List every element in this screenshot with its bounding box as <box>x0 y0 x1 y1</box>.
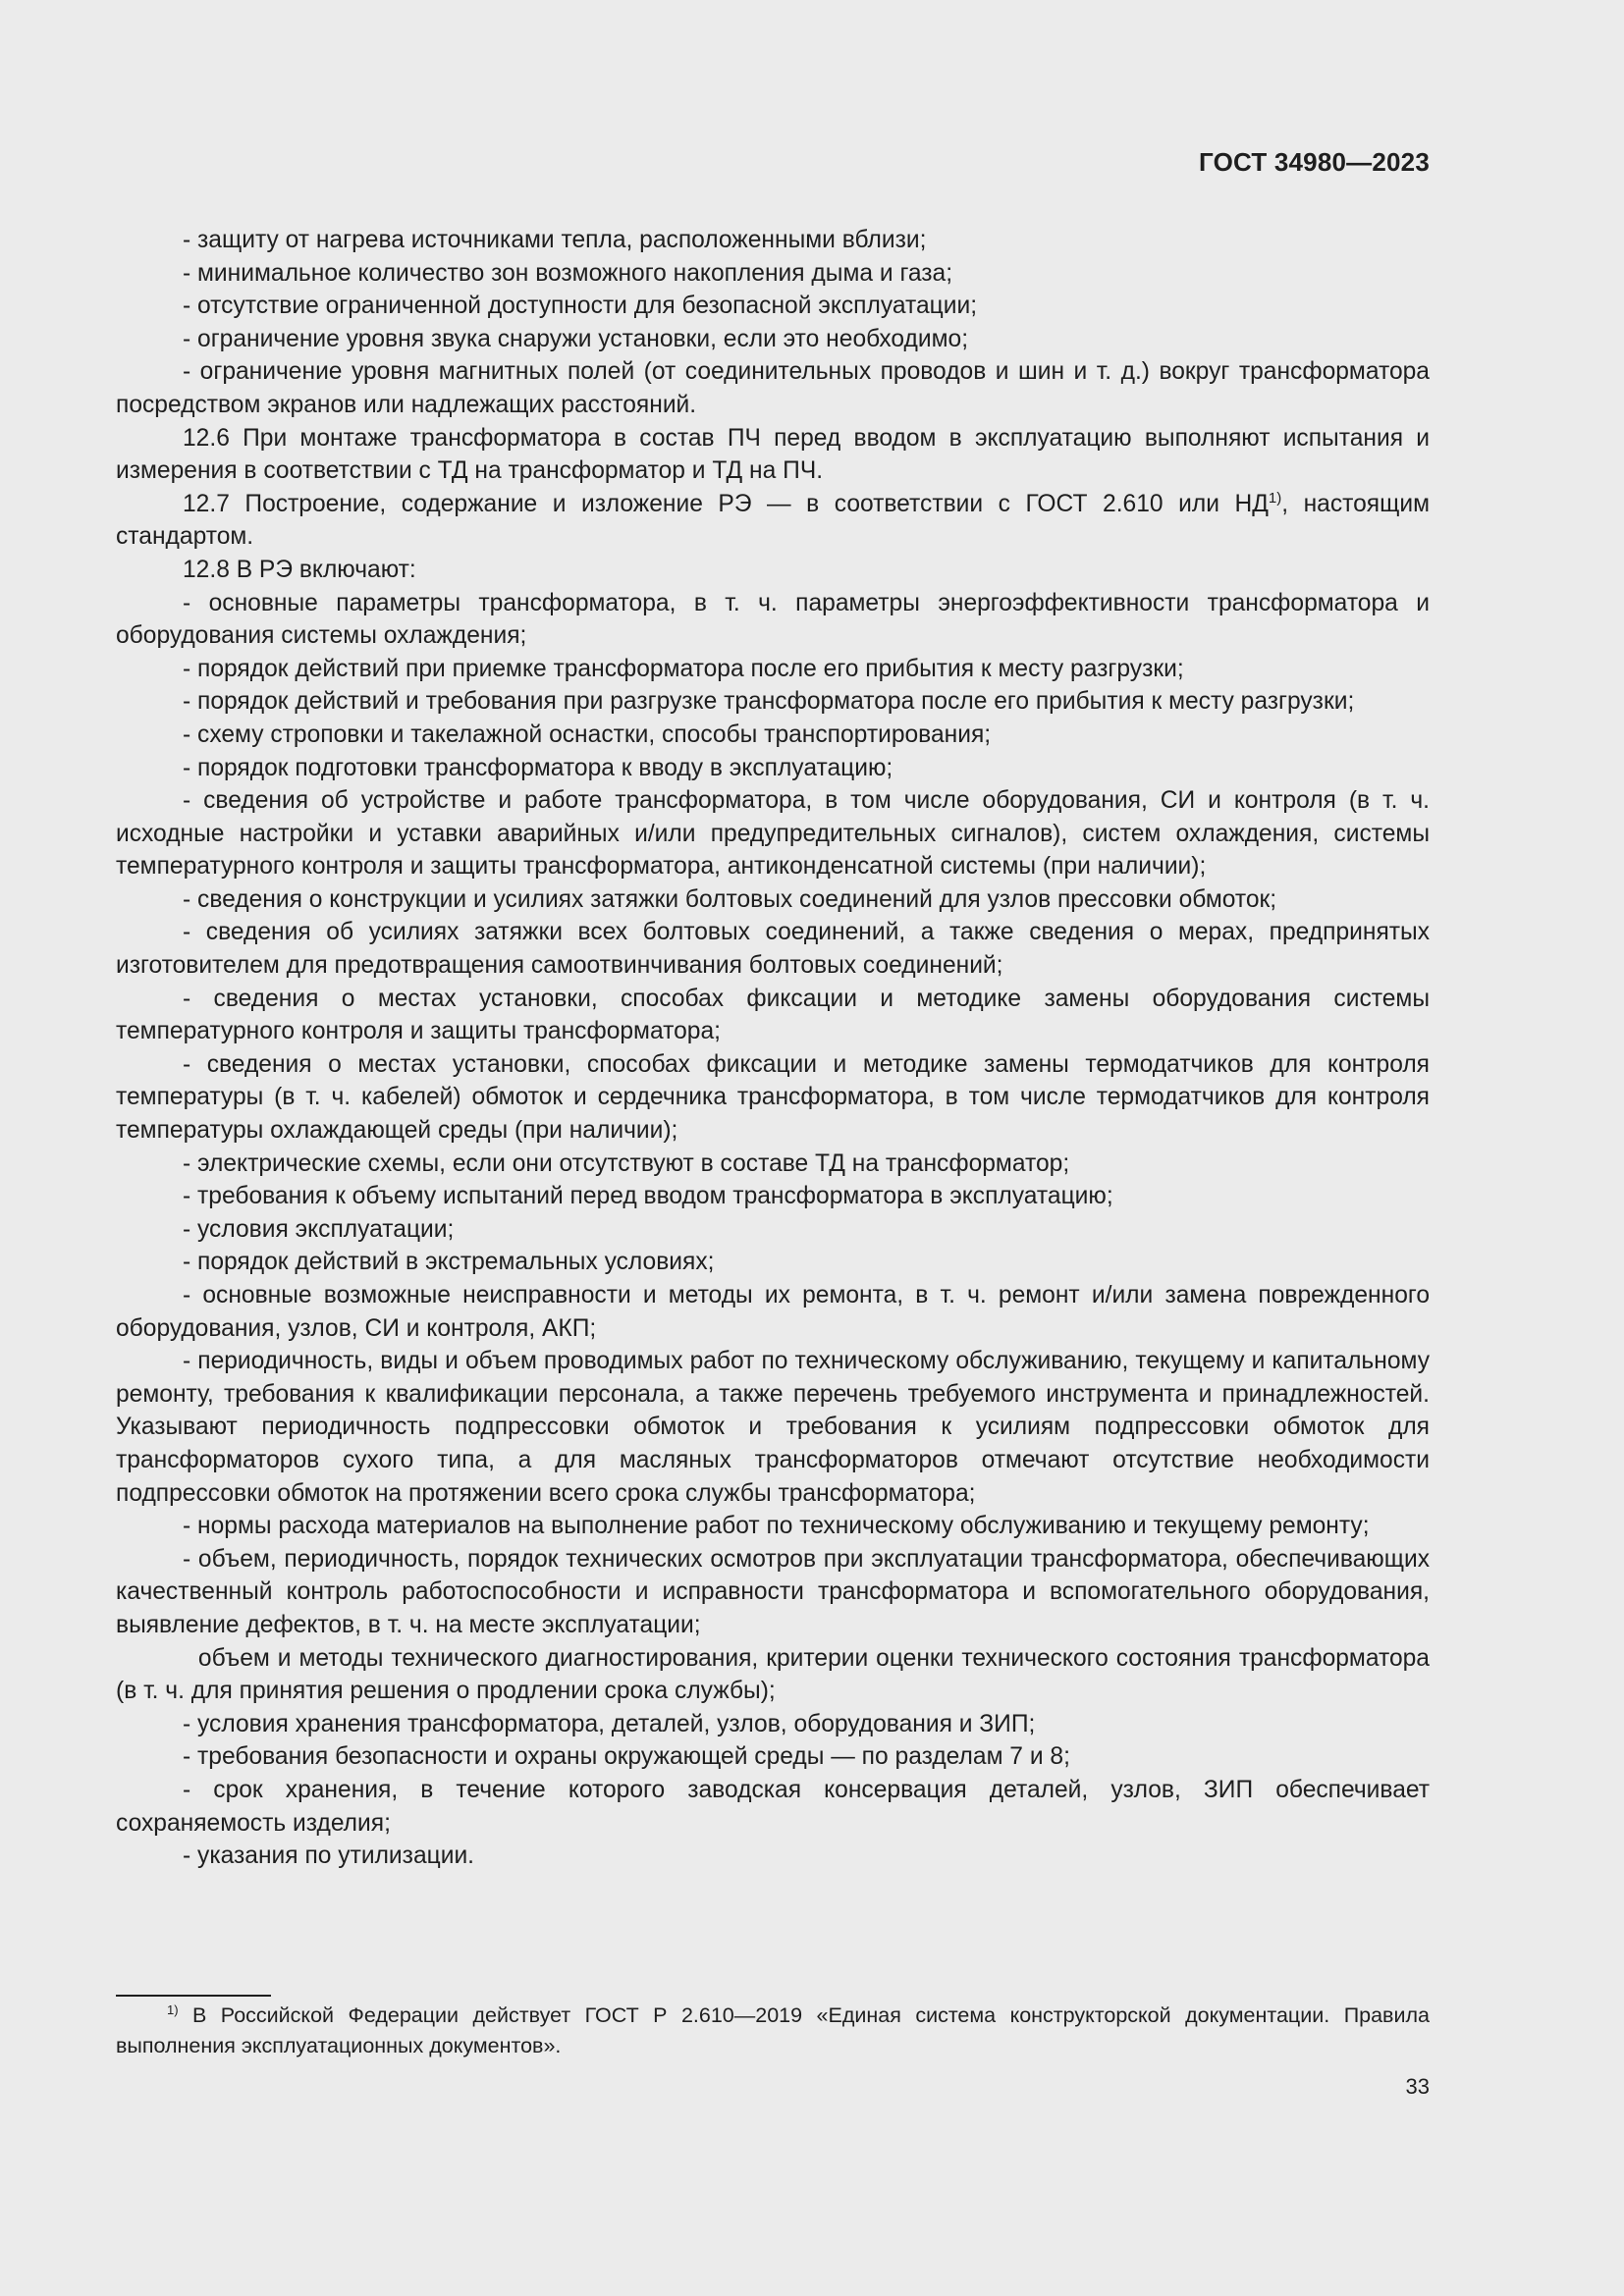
list-item: - условия эксплуатации; <box>183 1215 455 1243</box>
clause-12-7-text-end: , настоящим стандартом. <box>116 490 1430 551</box>
list-item: - сведения о местах установки, способах фиксации и методике замены термодатчиков для контроля температуры (в т. ч. кабелей) обмоток и сердечника трансформатора, в том числе термодатчиков для контроля температуры охлаждающей среды (при наличии); <box>116 1050 1430 1145</box>
list-item: - порядок действий при приемке трансформатора после его прибытия к месту разгрузки; <box>183 655 1184 682</box>
list-item: - ограничение уровня магнитных полей (от соединительных проводов и шин и т. д.) вокруг трансформатора посредством экранов или надлежащих расстояний. <box>116 358 1430 418</box>
list-item: - минимальное количество зон возможного накопления дыма и газа; <box>183 259 953 287</box>
page-content <box>116 224 1436 1873</box>
list-item: - электрические схемы, если они отсутствуют в составе ТД на трансформатор; <box>183 1149 1070 1177</box>
document-header: ГОСТ 34980—2023 <box>1199 147 1430 177</box>
list-item: - периодичность, виды и объем проводимых работ по техническому обслуживанию, текущему и капитальному ремонту, требования к квалификации персонала, а также перечень требуемого инструмента и принадлежностей. Указывают периодичность подпрессовки обмоток и требования к усилиям подпрессовки обмоток для трансформаторов сухого типа, а для масляных трансформаторов отмечают отсутствие необходимости подпрессовки обмоток на протяжении всего срока службы трансформатора; <box>116 1348 1430 1507</box>
list-item: - требования безопасности и охраны окружающей среды — по разделам 7 и 8; <box>183 1743 1070 1771</box>
list-item: - условия хранения трансформатора, деталей, узлов, оборудования и ЗИП; <box>183 1710 1036 1737</box>
clause-12-8: 12.8 В РЭ включают: <box>183 556 416 583</box>
list-item: - отсутствие ограниченной доступности для безопасной эксплуатации; <box>183 293 978 320</box>
list-item: - объем, периодичность, порядок технических осмотров при эксплуатации трансформатора, обеспечивающих качественный контроль работоспособности и исправности трансформатора и вспомогательного оборудования, выявление дефектов, в т. ч. на месте эксплуатации; <box>116 1545 1430 1638</box>
list-item: объем и методы технического диагностирования, критерии оценки технического состояния трансформатора (в т. ч. для принятия решения о продлении срока службы); <box>116 1644 1436 1705</box>
list-item: - требования к объему испытаний перед вводом трансформатора в эксплуатацию; <box>183 1183 1113 1210</box>
footnote-text <box>116 2001 1430 2061</box>
footnote-divider <box>116 1995 271 1997</box>
list-item: - ограничение уровня звука снаружи установки, если это необходимо; <box>183 325 969 352</box>
list-item: - срок хранения, в течение которого заводская консервация деталей, узлов, ЗИП обеспечивает сохраняемость изделия; <box>116 1776 1430 1837</box>
clause-12-7 <box>116 488 1430 554</box>
clause-12-7-text: 12.7 Построение, содержание и изложение РЭ — в соответствии с ГОСТ 2.610 или НД <box>183 490 1269 517</box>
list-item: - сведения об усилиях затяжки всех болтовых соединений, а также сведения о мерах, предпринятых изготовителем для предотвращения самоотвинчивания болтовых соединений; <box>116 919 1430 980</box>
list-item: - сведения о конструкции и усилиях затяжки болтовых соединений для узлов прессовки обмоток; <box>183 885 1277 913</box>
list-item: - основные параметры трансформатора, в т. ч. параметры энергоэффективности трансформатора и оборудования системы охлаждения; <box>116 589 1430 650</box>
list-item: - сведения об устройстве и работе трансформатора, в том числе оборудования, СИ и контроля (в т. ч. исходные настройки и уставки аварийных и/или предупредительных сигналов), систем охлаждения, системы температурного контроля и защиты трансформатора, антиконденсатной системы (при наличии); <box>116 787 1430 881</box>
list-item: - схему строповки и такелажной оснастки, способы транспортирования; <box>183 721 992 748</box>
list-item: - порядок действий и требования при разгрузке трансформатора после его прибытия к месту разгрузки; <box>183 688 1355 716</box>
list-item: - порядок действий в экстремальных условиях; <box>183 1249 715 1276</box>
clause-12-6: 12.6 При монтаже трансформатора в состав ПЧ перед вводом в эксплуатацию выполняют испытания и измерения в соответствии с ТД на трансформатор и ТД на ПЧ. <box>116 424 1430 485</box>
list-item: - нормы расхода материалов на выполнение работ по техническому обслуживанию и текущему ремонту; <box>183 1513 1370 1540</box>
list-item: - указания по утилизации. <box>183 1842 475 1870</box>
list-item: - основные возможные неисправности и методы их ремонта, в т. ч. ремонт и/или замена поврежденного оборудования, узлов, СИ и контроля, АКП; <box>116 1282 1430 1342</box>
footnote-reference: 1) <box>1268 489 1282 507</box>
page-number: 33 <box>1405 2074 1430 2099</box>
list-item: - сведения о местах установки, способах фиксации и методике замены оборудования системы температурного контроля и защиты трансформатора; <box>116 985 1430 1045</box>
footnote <box>116 2001 1430 2061</box>
footnote-body: В Российской Федерации действует ГОСТ Р 2.610—2019 «Единая система конструкторской документации. Правила выполнения эксплуатационных документов». <box>116 2003 1430 2057</box>
list-item: - защиту от нагрева источниками тепла, расположенными вблизи; <box>183 227 927 253</box>
list-item: - порядок подготовки трансформатора к вводу в эксплуатацию; <box>183 754 893 781</box>
footnote-marker: 1) <box>167 2002 179 2017</box>
